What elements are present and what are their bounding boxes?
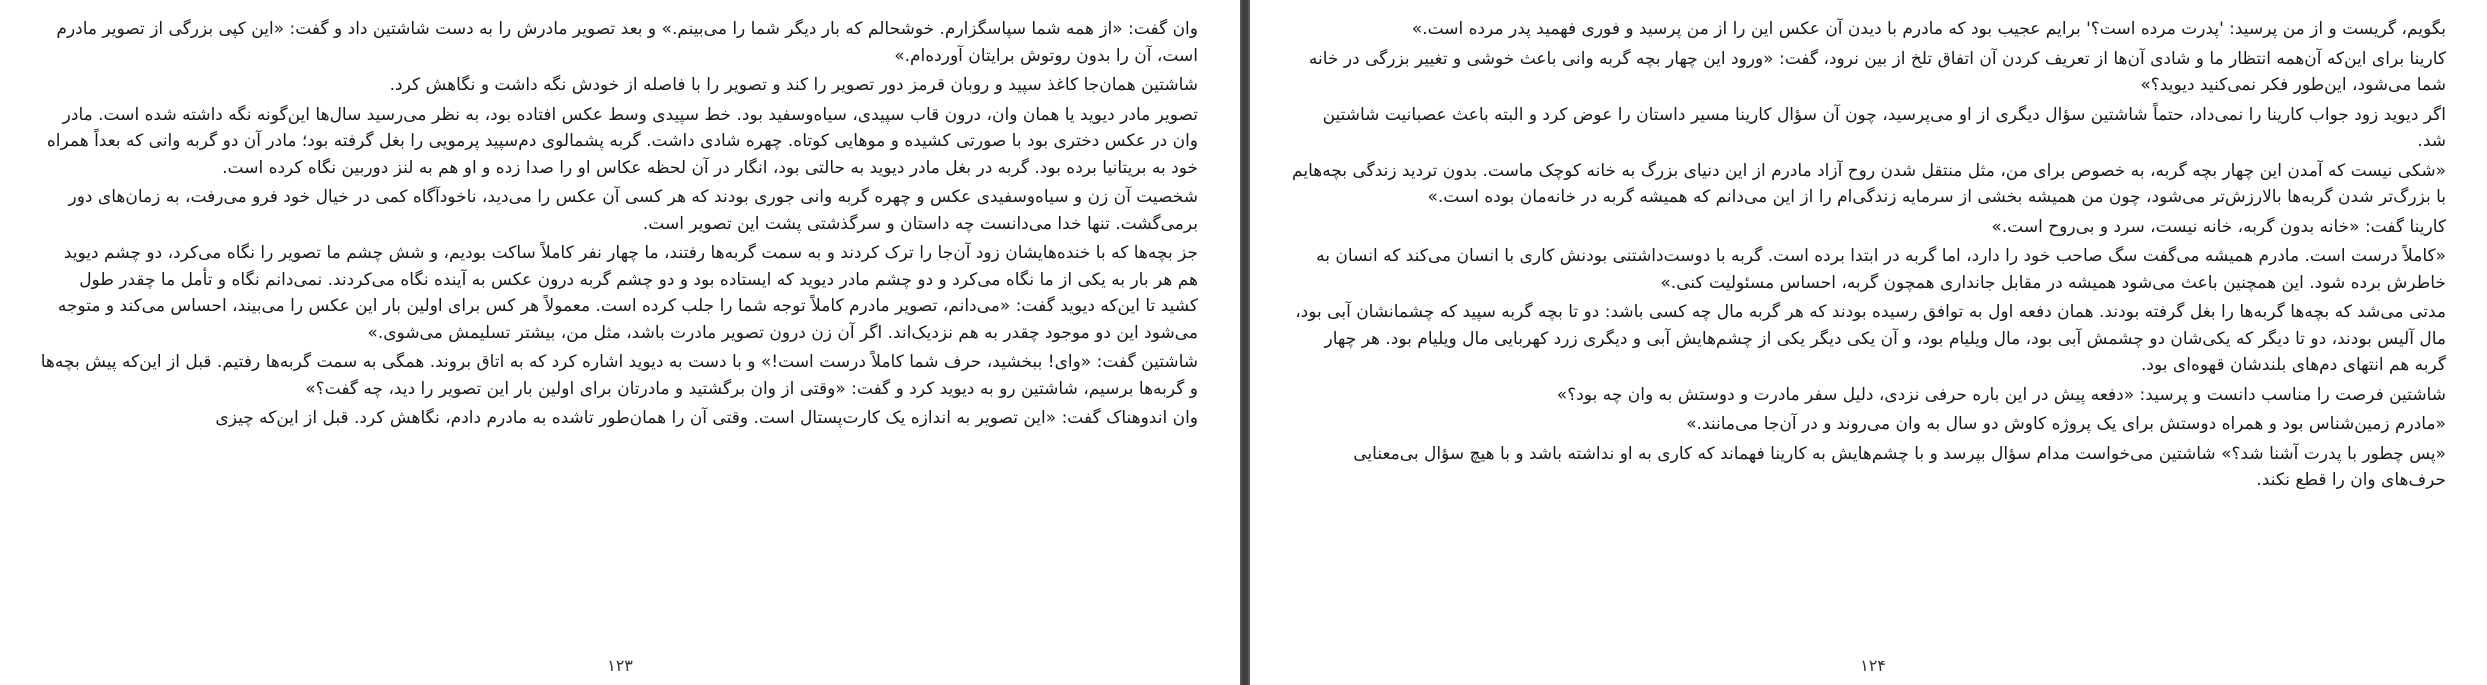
paragraph: جز بچه‌ها که با خنده‌هایشان زود آن‌جا را ترک کردند و به سمت گربه‌ها رفتند، ما چهار نفر کاملاً ساکت بودیم، و شش چشم ما تصویر را نگاه می‌کرد، دو چشم دیوید هم هر بار به یکی از ما نگاه می‌کرد و دو چشم مادر دیوید که ایستاده بود و دو چشم گربه درون عکس به آینده نگاه می‌کردند. نمی‌دانم نگاه و تأمل ما چقدر طول کشید تا این‌که دیوید گفت: «می‌دانم، تصویر مادرم کاملاً توجه شما را جلب کرده است. معمولاً هر کس برای اولین بار این عکس را می‌بیند، احساس می‌کند و متوجه می‌شود این دو موجود چقدر به هم نزدیک‌اند. اگر آن زن درون تصویر مادرت باشد، مثل من، بیشتر تسلیمش می‌شوی.» [57,243,1198,343]
right-page-text [1292,16,2446,497]
book-spine-divider [1240,0,1250,685]
paragraph: شخصیت آن زن و سیاه‌وسفیدی عکس و چهره گربه وانی جوری بودند که هر کسی آن عکس را می‌دید، ناخودآگاه کمی در خیال خود فرو می‌رفت، به زمان‌های دور برمی‌گشت. تنها خدا می‌دانست چه داستان و سرگذشتی پشت این تصویر است. [68,187,1198,234]
left-page [0,0,1240,685]
paragraph: «پس چطور با پدرت آشنا شد؟» شاشتین می‌خواست مدام سؤال بپرسد و با چشم‌هایش به کارینا فهماند که کاری به او نداشته باشد و با هیچ سؤال بی‌معنایی حرف‌های وان را قطع نکند. [1353,443,2446,490]
paragraph: شاشتین فرصت را مناسب دانست و پرسید: «دفعه پیش در این باره حرفی نزدی، دلیل سفر مادرت و دوستش به وان چه بود؟» [1556,384,2446,405]
right-page-number: ۱۲۴ [1860,656,1886,675]
right-page [1250,0,2487,685]
paragraph: شاشتین گفت: «وای! ببخشید، حرف شما کاملاً درست است!» و با دست به دیوید اشاره کرد که به اتاق بروند. همگی به سمت گربه‌ها رفتیم. قبل از این‌که پیش بچه‌ها و گربه‌ها برسیم، شاشتین رو به دیوید کرد و گفت: «وقتی از وان برگشتید و مادرتان برای اولین بار این تصویر را دید، چه گفت؟» [40,352,1198,399]
paragraph: وان گفت: «از همه شما سپاسگزارم. خوشحالم که بار دیگر شما را می‌بینم.» و بعد تصویر مادرش را به دست شاشتین داد و گفت: «این کپی بزرگی از تصویر مادرم است، آن را بدون روتوش برایتان آورده‌ام.» [56,19,1198,66]
paragraph: کارینا گفت: «خانه بدون گربه، خانه نیست، سرد و بی‌روح است.» [1991,216,2446,237]
paragraph: «مادرم زمین‌شناس بود و همراه دوستش برای یک پروژه کاوش دو سال به وان می‌روند و در آن‌جا می‌مانند.» [1686,414,2446,434]
paragraph: اگر دیوید زود جواب کارینا را نمی‌داد، حتماً شاشتین سؤال دیگری از او می‌پرسید، چون آن سؤال کارینا مسیر داستان را عوض کرد و البته باعث عصبانیت شاشتین شد. [1322,104,2446,151]
paragraph: کارینا برای این‌که آن‌همه انتظار ما و شادی آن‌ها از تعریف کردن آن اتفاق تلخ از بین نرود، گفت: «ورود این چهار بچه گربه وانی باعث خوشی و تغییر بزرگی در خانه شما می‌شود، این‌طور فکر نمی‌کنید دیوید؟» [1308,48,2446,95]
paragraph: «شکی نیست که آمدن این چهار بچه گربه، به خصوص برای من، مثل منتقل شدن روح آزاد مادرم از این دنیای بزرگ به خانه کوچک ماست. بدون تردید زندگی بچه‌هایم با بزرگ‌تر شدن گربه‌ها بالارزش‌تر می‌شود، چون من همیشه بخشی از سرمایه زندگی‌ام را از این می‌دانم که همیشه گربه در خانه‌مان بوده است.» [1292,160,2446,207]
paragraph: مدتی می‌شد که بچه‌ها گربه‌ها را بغل گرفته بودند. همان دفعه اول به توافق رسیده بودند که هر گربه مال چه کسی باشد: دو تا بچه گربه سپید که چشمانشان آبی بود، مال آلیس بودند، دو تا دیگر که یکی‌شان دو چشمش آبی بود، مال ویلیام بود، و آن یکی دیگر یکی از چشم‌هایش آبی و دیگری زرد کهربایی مال ویلیام بود. هر چهار گربه هم انتهای دم‌های بلندشان قهوه‌ای بود. [1295,302,2446,375]
paragraph: تصویر مادر دیوید یا همان وان، درون قاب سپیدی، سیاه‌وسفید بود. خط سپیدی وسط عکس افتاده بود، به نظر می‌رسید سال‌ها این‌گونه نگه داشته شده است. مادر وان در عکس دختری بود با صورتی کشیده و موهایی کوتاه. چهره شادی داشت. گربه پشمالوی دم‌سپید پرمویی را بغل گرفته بود؛ مادر آن دو گربه وانی که بعداً همراه خود به بریتانیا برده بود. گربه در بغل مادر دیوید به حالتی بود، انگار در آن لحظه عکاس او را صدا زده و او هم به لنز دوربین نگاه کرده است. [46,104,1198,178]
paragraph: «کاملاً درست است. مادرم همیشه می‌گفت سگ صاحب خود را دارد، اما گربه در ابتدا برده است. گربه با دوست‌داشتنی بودنش کاری با انسان می‌کند که انسان به خاطرش برده شود. این همچنین باعث می‌شود همیشه در مقابل جانداری همچون گربه، احساس مسئولیت کنی.» [1316,246,2446,293]
paragraph: بگویم، گریست و از من پرسید: 'پدرت مرده است؟' برایم عجیب بود که مادرم با دیدن آن عکس این را از من پرسید و فوری فهمید پدر مرده است.» [1411,19,2446,39]
paragraph: وان اندوهناک گفت: «این تصویر به اندازه یک کارت‌پستال است. وقتی آن را همان‌طور تاشده به مادرم دادم، نگاهش کرد. قبل از این‌که چیزی [215,408,1198,428]
left-page-number: ۱۲۳ [607,656,633,675]
left-page-text [40,16,1198,435]
paragraph: شاشتین همان‌جا کاغذ سپید و روبان قرمز دور تصویر را کند و تصویر را با فاصله از خودش نگه داشت و نگاهش کرد. [389,75,1198,95]
